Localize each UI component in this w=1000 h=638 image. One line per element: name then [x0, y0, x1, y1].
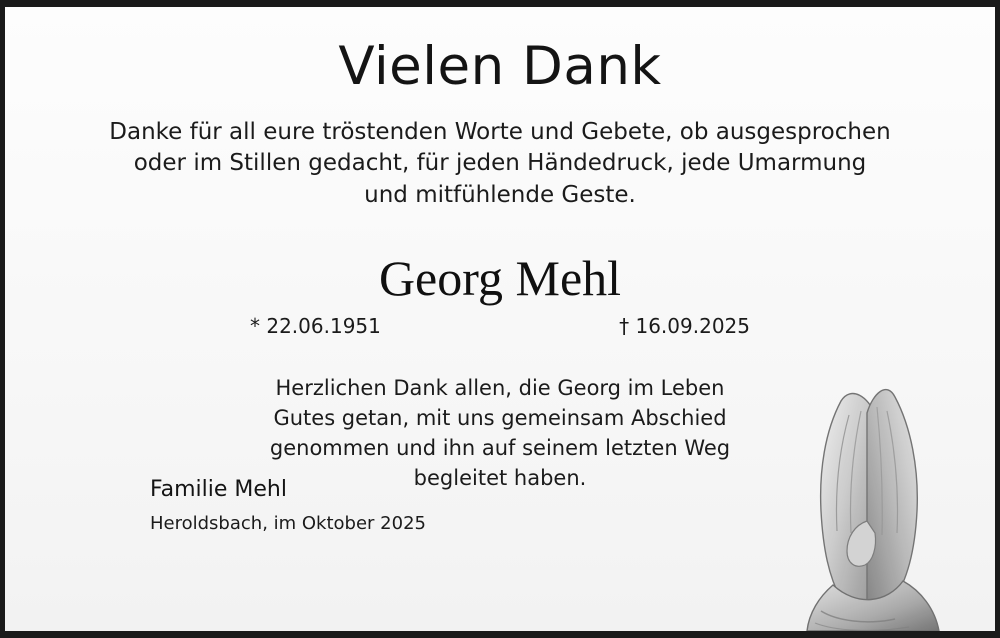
deceased-name: Georg Mehl: [378, 249, 622, 306]
praying-hands-icon: [763, 371, 973, 631]
place-and-date: Heroldsbach, im Oktober 2025: [150, 513, 426, 535]
death-date: † 16.09.2025: [619, 314, 750, 339]
birth-date: * 22.06.1951: [250, 314, 381, 339]
message-line-4: begleitet haben.: [413, 465, 587, 490]
life-dates: [250, 314, 750, 344]
obituary-inner: [5, 7, 995, 631]
intro-line-1: Danke für all eure tröstenden Worte und Gebete, ob ausgesprochen: [109, 118, 891, 145]
page-title: Vielen Dank: [338, 36, 662, 97]
intro-line-3: und mitfühlende Geste.: [364, 182, 636, 209]
intro-text: [70, 117, 930, 212]
message-line-3: genommen und ihn auf seinem letzten Weg: [269, 435, 731, 460]
signoff-block: [150, 477, 426, 535]
message-line-2: Gutes getan, mit uns gemeinsam Abschied: [273, 406, 727, 431]
family-name: Familie Mehl: [150, 477, 287, 503]
message-line-1: Herzlichen Dank allen, die Georg im Leben: [275, 376, 725, 401]
intro-line-2: oder im Stillen gedacht, für jeden Händedruck, jede Umarmung: [133, 150, 867, 177]
